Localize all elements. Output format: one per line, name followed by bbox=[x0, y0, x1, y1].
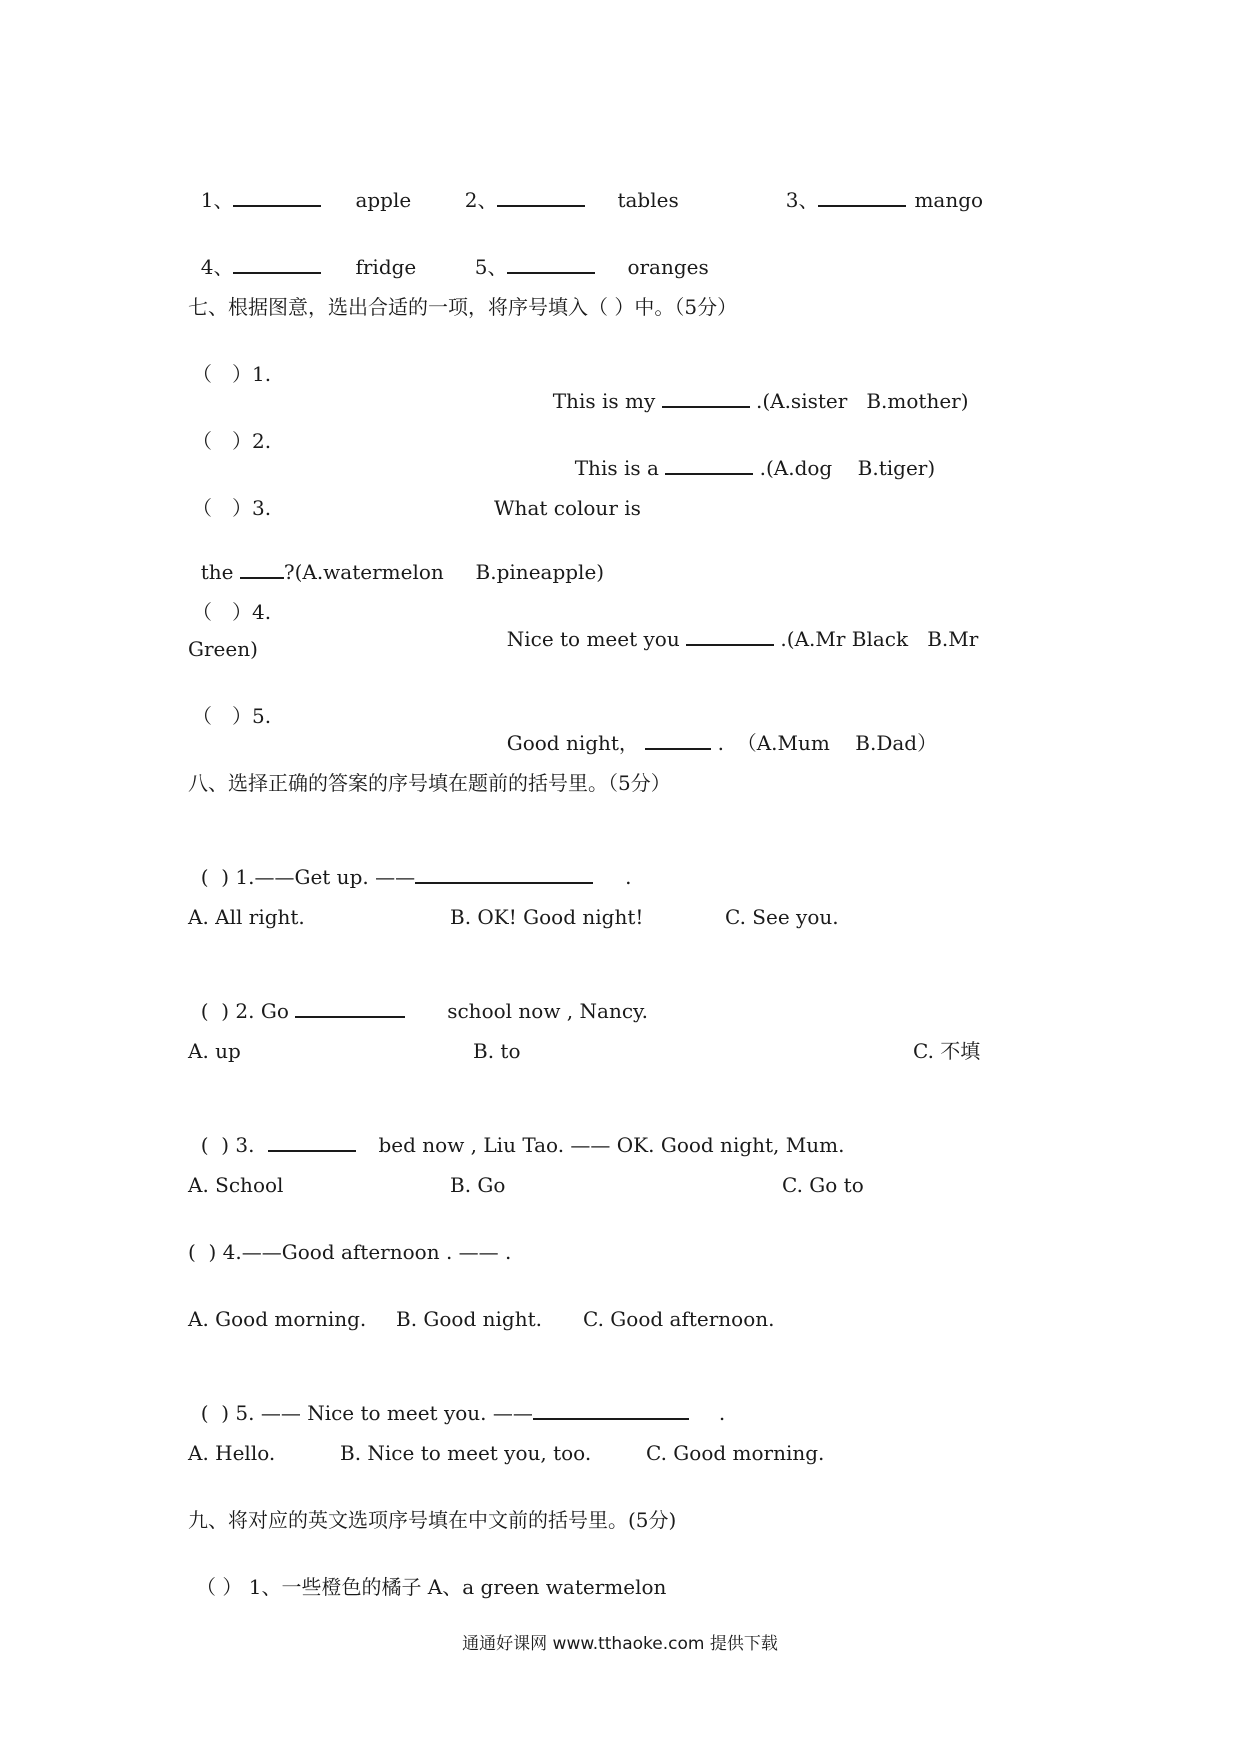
answer-blank bbox=[415, 862, 593, 884]
question-9-1: （ ） 1、一些橙色的橘子 A、a green watermelon bbox=[196, 1575, 667, 1599]
option-8-4-a: A. Good morning. bbox=[188, 1307, 367, 1331]
question-7-4-number: （ ）4. bbox=[192, 600, 272, 624]
option-8-2-c: C. 不填 bbox=[913, 1039, 981, 1063]
question-6-4: 4、 fridge bbox=[188, 228, 416, 279]
option-8-3-c: C. Go to bbox=[782, 1173, 864, 1197]
answer-blank bbox=[497, 185, 585, 207]
answer-blank bbox=[233, 185, 321, 207]
section-9-heading: 九、将对应的英文选项序号填在中文前的括号里。(5分) bbox=[188, 1508, 677, 1532]
question-7-4-continued: Green) bbox=[188, 637, 258, 661]
question-7-3-text: What colour is bbox=[494, 496, 641, 520]
question-8-1: ( ) 1.——Get up. —— . bbox=[188, 838, 631, 889]
answer-blank bbox=[686, 624, 774, 646]
page-footer: 通通好课网 www.tthaoke.com 提供下载 bbox=[462, 1634, 778, 1654]
question-8-3: ( ) 3. bed now , Liu Tao. —— OK. Good night, Mum. bbox=[188, 1106, 844, 1157]
question-7-1-number: （ ）1. bbox=[192, 362, 272, 386]
option-8-3-b: B. Go bbox=[450, 1173, 506, 1197]
question-6-1: 1、 apple bbox=[188, 161, 411, 212]
answer-blank bbox=[240, 557, 284, 579]
question-7-3-continued: the ?(A.watermelon B.pineapple) bbox=[188, 533, 604, 584]
option-8-2-b: B. to bbox=[473, 1039, 521, 1063]
question-6-5: 5、 oranges bbox=[462, 228, 709, 279]
section-8-heading: 八、选择正确的答案的序号填在题前的括号里。（5分） bbox=[188, 771, 671, 795]
option-8-1-a: A. All right. bbox=[188, 905, 305, 929]
question-8-2: ( ) 2. Go school now , Nancy. bbox=[188, 972, 648, 1023]
answer-blank bbox=[233, 252, 321, 274]
option-8-1-c: C. See you. bbox=[725, 905, 839, 929]
option-8-5-a: A. Hello. bbox=[188, 1441, 276, 1465]
option-8-3-a: A. School bbox=[188, 1173, 284, 1197]
option-8-1-b: B. OK! Good night! bbox=[450, 905, 644, 929]
section-7-heading: 七、根据图意，选出合适的一项，将序号填入（ ）中。（5分） bbox=[188, 295, 738, 319]
answer-blank bbox=[662, 386, 750, 408]
answer-blank bbox=[665, 453, 753, 475]
answer-blank bbox=[533, 1398, 689, 1420]
question-7-4-text: Nice to meet you .(A.Mr Black B.Mr bbox=[494, 600, 978, 651]
option-8-5-c: C. Good morning. bbox=[646, 1441, 825, 1465]
question-7-5-text: Good night， . （A.Mum B.Dad） bbox=[494, 704, 937, 755]
answer-blank bbox=[818, 185, 906, 207]
question-7-3-number: （ ）3. bbox=[192, 496, 272, 520]
question-7-5-number: （ ）5. bbox=[192, 704, 272, 728]
question-7-2-number: （ ）2. bbox=[192, 429, 272, 453]
question-6-3: 3、 mango bbox=[773, 161, 983, 212]
question-7-1-text: This is my .(A.sister B.mother) bbox=[540, 362, 969, 413]
option-8-4-c: C. Good afternoon. bbox=[583, 1307, 775, 1331]
option-8-5-b: B. Nice to meet you, too. bbox=[340, 1441, 592, 1465]
question-7-2-text: This is a .(A.dog B.tiger) bbox=[562, 429, 935, 480]
option-8-2-a: A. up bbox=[188, 1039, 241, 1063]
question-8-5: ( ) 5. —— Nice to meet you. —— . bbox=[188, 1374, 725, 1425]
answer-blank bbox=[268, 1130, 356, 1152]
answer-blank bbox=[645, 728, 711, 750]
answer-blank bbox=[295, 996, 405, 1018]
option-8-4-b: B. Good night. bbox=[396, 1307, 542, 1331]
answer-blank bbox=[507, 252, 595, 274]
question-6-2: 2、 tables bbox=[452, 161, 679, 212]
question-8-4: ( ) 4.——Good afternoon . —— . bbox=[188, 1240, 512, 1264]
